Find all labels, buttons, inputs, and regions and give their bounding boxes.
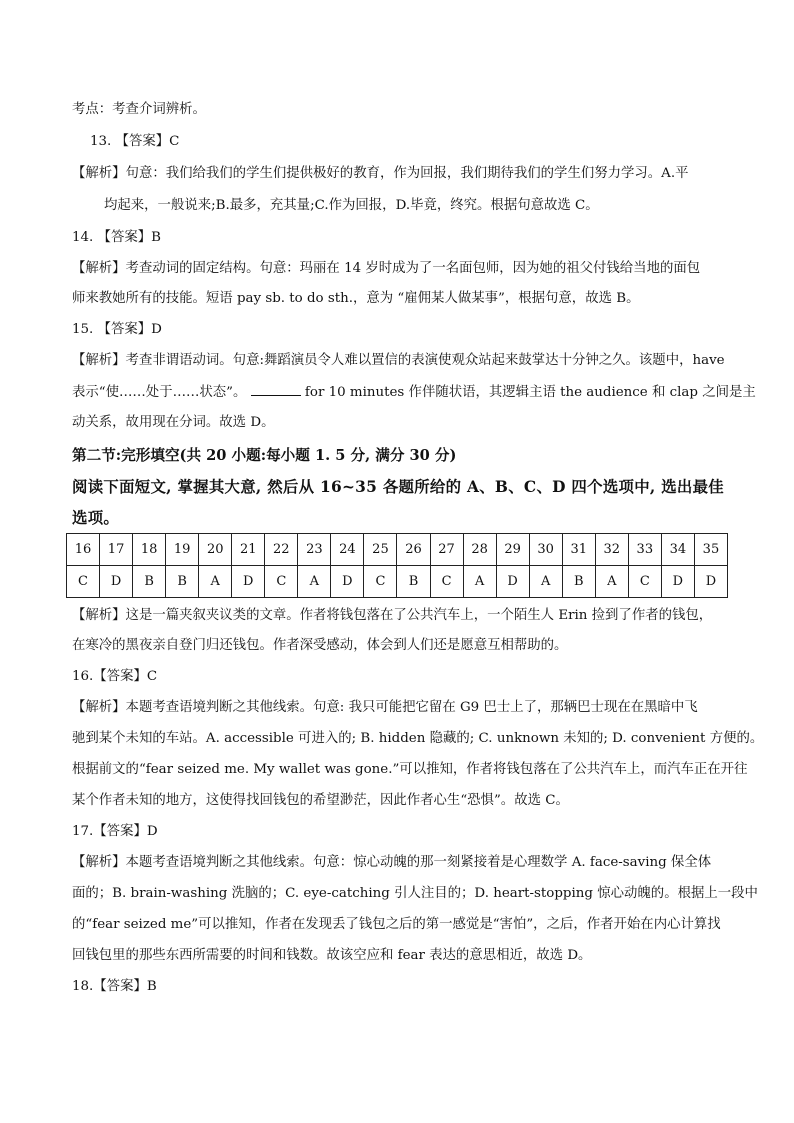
question-number-cell: 32 — [595, 534, 628, 566]
answer-cell: C — [265, 566, 298, 598]
answer-cell: A — [298, 566, 331, 598]
analysis-15-text-a: 表示“使……处于……状态”。 — [72, 385, 247, 400]
analysis-15-line2 — [72, 383, 756, 402]
analysis-16-line1: 【解析】本题考查语境判断之其他线索。句意: 我只可能把它留在 G9 巴士上了，那辆巴士现在在黑暗中飞 — [72, 700, 698, 715]
answer-cell: A — [199, 566, 232, 598]
answer-14: 14. 【答案】B — [72, 230, 161, 245]
analysis-16-line3: 根据前文的“fear seized me. My wallet was gone.”可以推知，作者将钱包落在了公共汽车上，而汽车正在开往 — [72, 762, 748, 777]
answer-cell: C — [67, 566, 100, 598]
analysis-14-line2: 师来教她所有的技能。短语 pay sb. to do sth.，意为 “雇佣某人做某事”，根据句意，故选 B。 — [72, 291, 640, 306]
question-number-cell: 20 — [199, 534, 232, 566]
answer-cell: B — [562, 566, 595, 598]
fill-blank — [251, 383, 301, 396]
question-number-cell: 16 — [67, 534, 100, 566]
topic-note: 考点：考查介词辨析。 — [72, 102, 206, 117]
analysis-15-line1: 【解析】考查非谓语动词。句意:舞蹈演员令人难以置信的表演使观众站起来鼓掌达十分钟之久。该题中，have — [72, 353, 725, 368]
answer-18: 18.【答案】B — [72, 979, 157, 994]
question-number-cell: 33 — [628, 534, 661, 566]
instruction-line1: 阅读下面短文, 掌握其大意, 然后从 16~35 各题所给的 A、B、C、D 四个选项中, 选出最佳 — [72, 478, 724, 496]
answer-cell: C — [628, 566, 661, 598]
answer-cell: A — [595, 566, 628, 598]
analysis-17-line3: 的“fear seized me”可以推知，作者在发现丢了钱包之后的第一感觉是“害怕”，之后，作者开始在内心计算找 — [72, 917, 721, 932]
answer-cell: B — [397, 566, 430, 598]
question-number-cell: 27 — [430, 534, 463, 566]
question-number-cell: 29 — [496, 534, 529, 566]
answer-cell: C — [430, 566, 463, 598]
analysis-13-line2: 均起来，一般说来;B.最多，充其量;C.作为回报，D.毕竟，终究。根据句意故选 C。 — [104, 198, 599, 213]
question-number-cell: 25 — [364, 534, 397, 566]
answer-cell: C — [364, 566, 397, 598]
answer-cell: D — [232, 566, 265, 598]
question-number-cell: 23 — [298, 534, 331, 566]
question-number-cell: 35 — [694, 534, 727, 566]
section-heading: 第二节:完形填空(共 20 小题:每小题 1. 5 分, 满分 30 分) — [72, 447, 457, 464]
analysis-15-text-b: for 10 minutes 作伴随状语，其逻辑主语 the audience 和 clap 之间是主 — [304, 385, 756, 400]
answer-table — [66, 533, 728, 598]
analysis-17-line2: 面的；B. brain-washing 洗脑的；C. eye-catching 引人注目的；D. heart-stopping 惊心动魄的。根据上一段中 — [72, 886, 758, 901]
question-number-cell: 22 — [265, 534, 298, 566]
answer-table-answer-row — [67, 566, 728, 598]
instruction-line2: 选项。 — [72, 509, 120, 527]
question-number-cell: 18 — [133, 534, 166, 566]
question-number-cell: 26 — [397, 534, 430, 566]
answer-13: 13. 【答案】C — [90, 134, 180, 149]
answer-cell: D — [331, 566, 364, 598]
answer-cell: A — [463, 566, 496, 598]
passage-analysis-line2: 在寒冷的黑夜亲自登门归还钱包。作者深受感动，体会到人们还是愿意互相帮助的。 — [72, 638, 568, 653]
analysis-16-line4: 某个作者未知的地方，这使得找回钱包的希望渺茫，因此作者心生“恐惧”。故选 C。 — [72, 793, 569, 808]
analysis-13-line1: 【解析】句意：我们给我们的学生们提供极好的教育，作为回报，我们期待我们的学生们努力学习。A.平 — [72, 166, 689, 181]
answer-15: 15. 【答案】D — [72, 322, 162, 337]
question-number-cell: 31 — [562, 534, 595, 566]
answer-cell: D — [661, 566, 694, 598]
answer-cell: B — [133, 566, 166, 598]
analysis-17-line4: 回钱包里的那些东西所需要的时间和钱数。故该空应和 fear 表达的意思相近，故选 D。 — [72, 948, 592, 963]
answer-table-number-row — [67, 534, 728, 566]
answer-cell: D — [100, 566, 133, 598]
question-number-cell: 24 — [331, 534, 364, 566]
answer-cell: D — [694, 566, 727, 598]
answer-cell: A — [529, 566, 562, 598]
answer-16: 16.【答案】C — [72, 669, 158, 684]
analysis-16-line2: 驰到某个未知的车站。A. accessible 可进入的; B. hidden 隐藏的; C. unknown 未知的; D. convenient 方便的。 — [72, 731, 764, 746]
question-number-cell: 34 — [661, 534, 694, 566]
question-number-cell: 30 — [529, 534, 562, 566]
passage-analysis-line1: 【解析】这是一篇夹叙夹议类的文章。作者将钱包落在了公共汽车上，一个陌生人 Erin 捡到了作者的钱包， — [72, 608, 713, 623]
answer-17: 17.【答案】D — [72, 824, 158, 839]
question-number-cell: 28 — [463, 534, 496, 566]
question-number-cell: 17 — [100, 534, 133, 566]
answer-cell: D — [496, 566, 529, 598]
analysis-14-line1: 【解析】考查动词的固定结构。句意：玛丽在 14 岁时成为了一名面包师，因为她的祖父付钱给当地的面包 — [72, 261, 701, 276]
question-number-cell: 21 — [232, 534, 265, 566]
analysis-17-line1: 【解析】本题考查语境判断之其他线索。句意：惊心动魄的那一刻紧接着是心理数学 A. face-saving 保全体 — [72, 855, 712, 870]
question-number-cell: 19 — [166, 534, 199, 566]
answer-cell: B — [166, 566, 199, 598]
analysis-15-line3: 动关系，故用现在分词。故选 D。 — [72, 415, 275, 430]
